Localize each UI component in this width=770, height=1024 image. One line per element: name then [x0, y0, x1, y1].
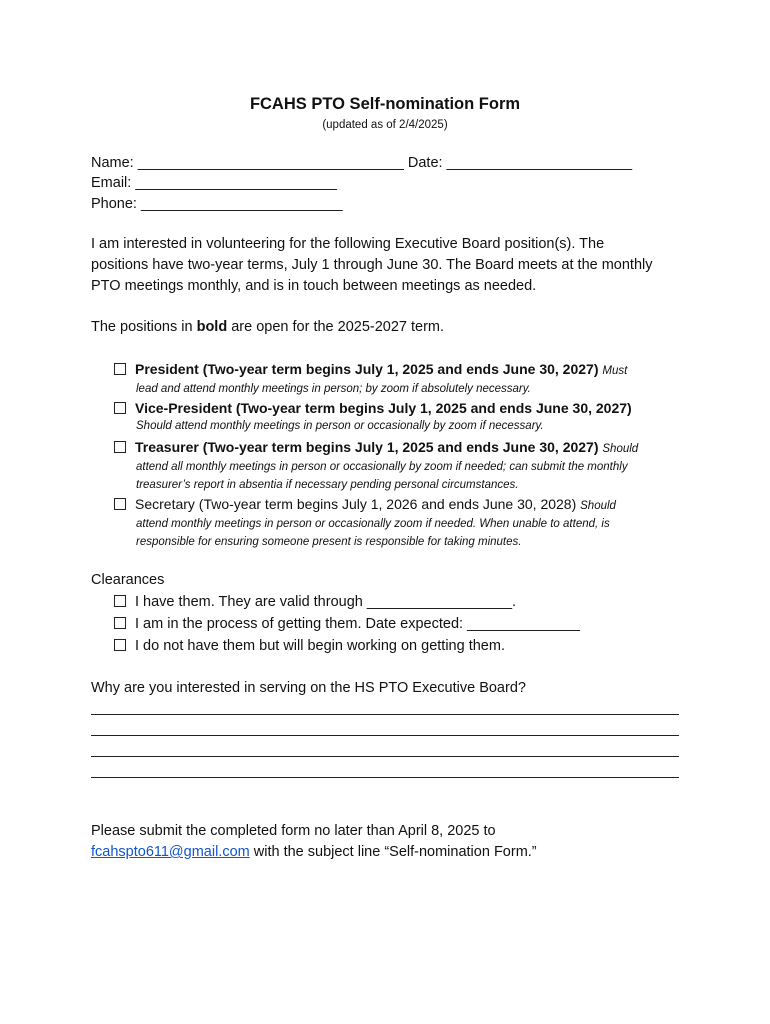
- clearance-in-process-checkbox[interactable]: [114, 617, 126, 629]
- open-prefix: The positions in: [91, 319, 197, 335]
- submit-instructions: [91, 821, 691, 863]
- vice-president-heading: Vice-President (Two-year term begins July 1, 2025 and ends June 30, 2027): [135, 400, 632, 416]
- president-note-inline: Must: [602, 365, 628, 377]
- vice-president-checkbox[interactable]: [114, 402, 126, 414]
- treasurer-note-line-2: treasurer’s report in absentia if necessary pending personal circumstances.: [136, 479, 519, 491]
- intro-line-2: positions have two-year terms, July 1 through June 30. The Board meets at the monthly: [91, 257, 653, 273]
- treasurer-heading: Treasurer (Two-year term begins July 1, 2025 and ends June 30, 2027): [135, 439, 599, 455]
- treasurer-note-line-1: attend all monthly meetings in person or occasionally by zoom if needed; can submit the monthly: [136, 461, 628, 473]
- open-positions-note: [91, 317, 691, 338]
- clearance-valid-label: I have them. They are valid through __________________.: [135, 594, 517, 610]
- secretary-note-line-2: responsible for ensuring someone present is responsible for taking minutes.: [136, 536, 522, 548]
- clearance-valid-checkbox[interactable]: [114, 595, 126, 607]
- email-field[interactable]: Email: _________________________: [91, 175, 337, 191]
- intro-line-1: I am interested in volunteering for the following Executive Board position(s). The: [91, 236, 605, 252]
- clearance-in-process-label: I am in the process of getting them. Date expected: ______________: [135, 616, 580, 632]
- secretary-note-line-1: attend monthly meetings in person or occasionally zoom if needed. When unable to attend, is: [136, 518, 610, 530]
- president-checkbox[interactable]: [114, 363, 126, 375]
- clearance-none-label: I do not have them but will begin working on getting them.: [135, 638, 505, 654]
- clearance-option-valid[interactable]: [114, 592, 516, 612]
- phone-field[interactable]: Phone: _________________________: [91, 196, 343, 212]
- president-note: lead and attend monthly meetings in person; by zoom if absolutely necessary.: [136, 383, 531, 395]
- submit-line-2-suffix: with the subject line “Self-nomination Form.”: [249, 844, 537, 860]
- submit-line-1: Please submit the completed form no later than April 8, 2025 to: [91, 823, 496, 839]
- vice-president-note: Should attend monthly meetings in person or occasionally by zoom if necessary.: [136, 420, 544, 432]
- answer-line-4[interactable]: [91, 777, 679, 778]
- submit-email-link[interactable]: fcahspto611@gmail.com: [91, 844, 250, 860]
- clearances-label: Clearances: [91, 572, 165, 588]
- open-suffix: are open for the 2025-2027 term.: [227, 319, 445, 335]
- secretary-heading: Secretary (Two-year term begins July 1, 2026 and ends June 30, 2028): [135, 496, 577, 512]
- answer-line-2[interactable]: [91, 735, 679, 736]
- clearance-option-in-process[interactable]: [114, 614, 580, 634]
- secretary-note-inline: Should: [580, 500, 616, 512]
- answer-line-1[interactable]: [91, 714, 679, 715]
- secretary-checkbox[interactable]: [114, 498, 126, 510]
- form-updated-date: (updated as of 2/4/2025): [322, 119, 448, 131]
- why-question: Why are you interested in serving on the HS PTO Executive Board?: [91, 680, 526, 696]
- form-title: FCAHS PTO Self-nomination Form: [249, 95, 521, 113]
- treasurer-note-inline: Should: [602, 443, 639, 455]
- treasurer-checkbox[interactable]: [114, 441, 126, 453]
- intro-paragraph: [91, 234, 691, 297]
- position-secretary: [114, 495, 689, 551]
- answer-line-3[interactable]: [91, 756, 679, 757]
- intro-line-3: PTO meetings monthly, and is in touch between meetings as needed.: [91, 278, 537, 294]
- president-heading: President (Two-year term begins July 1, 2025 and ends June 30, 2027): [135, 361, 599, 377]
- clearance-none-checkbox[interactable]: [114, 639, 126, 651]
- position-vice-president: [114, 399, 689, 435]
- position-treasurer: [114, 438, 689, 494]
- clearance-option-none[interactable]: [114, 636, 505, 656]
- name-date-field[interactable]: Name: _________________________________ Date: _______________________: [91, 155, 633, 171]
- position-president: [114, 360, 689, 398]
- open-bold-word: bold: [196, 319, 228, 335]
